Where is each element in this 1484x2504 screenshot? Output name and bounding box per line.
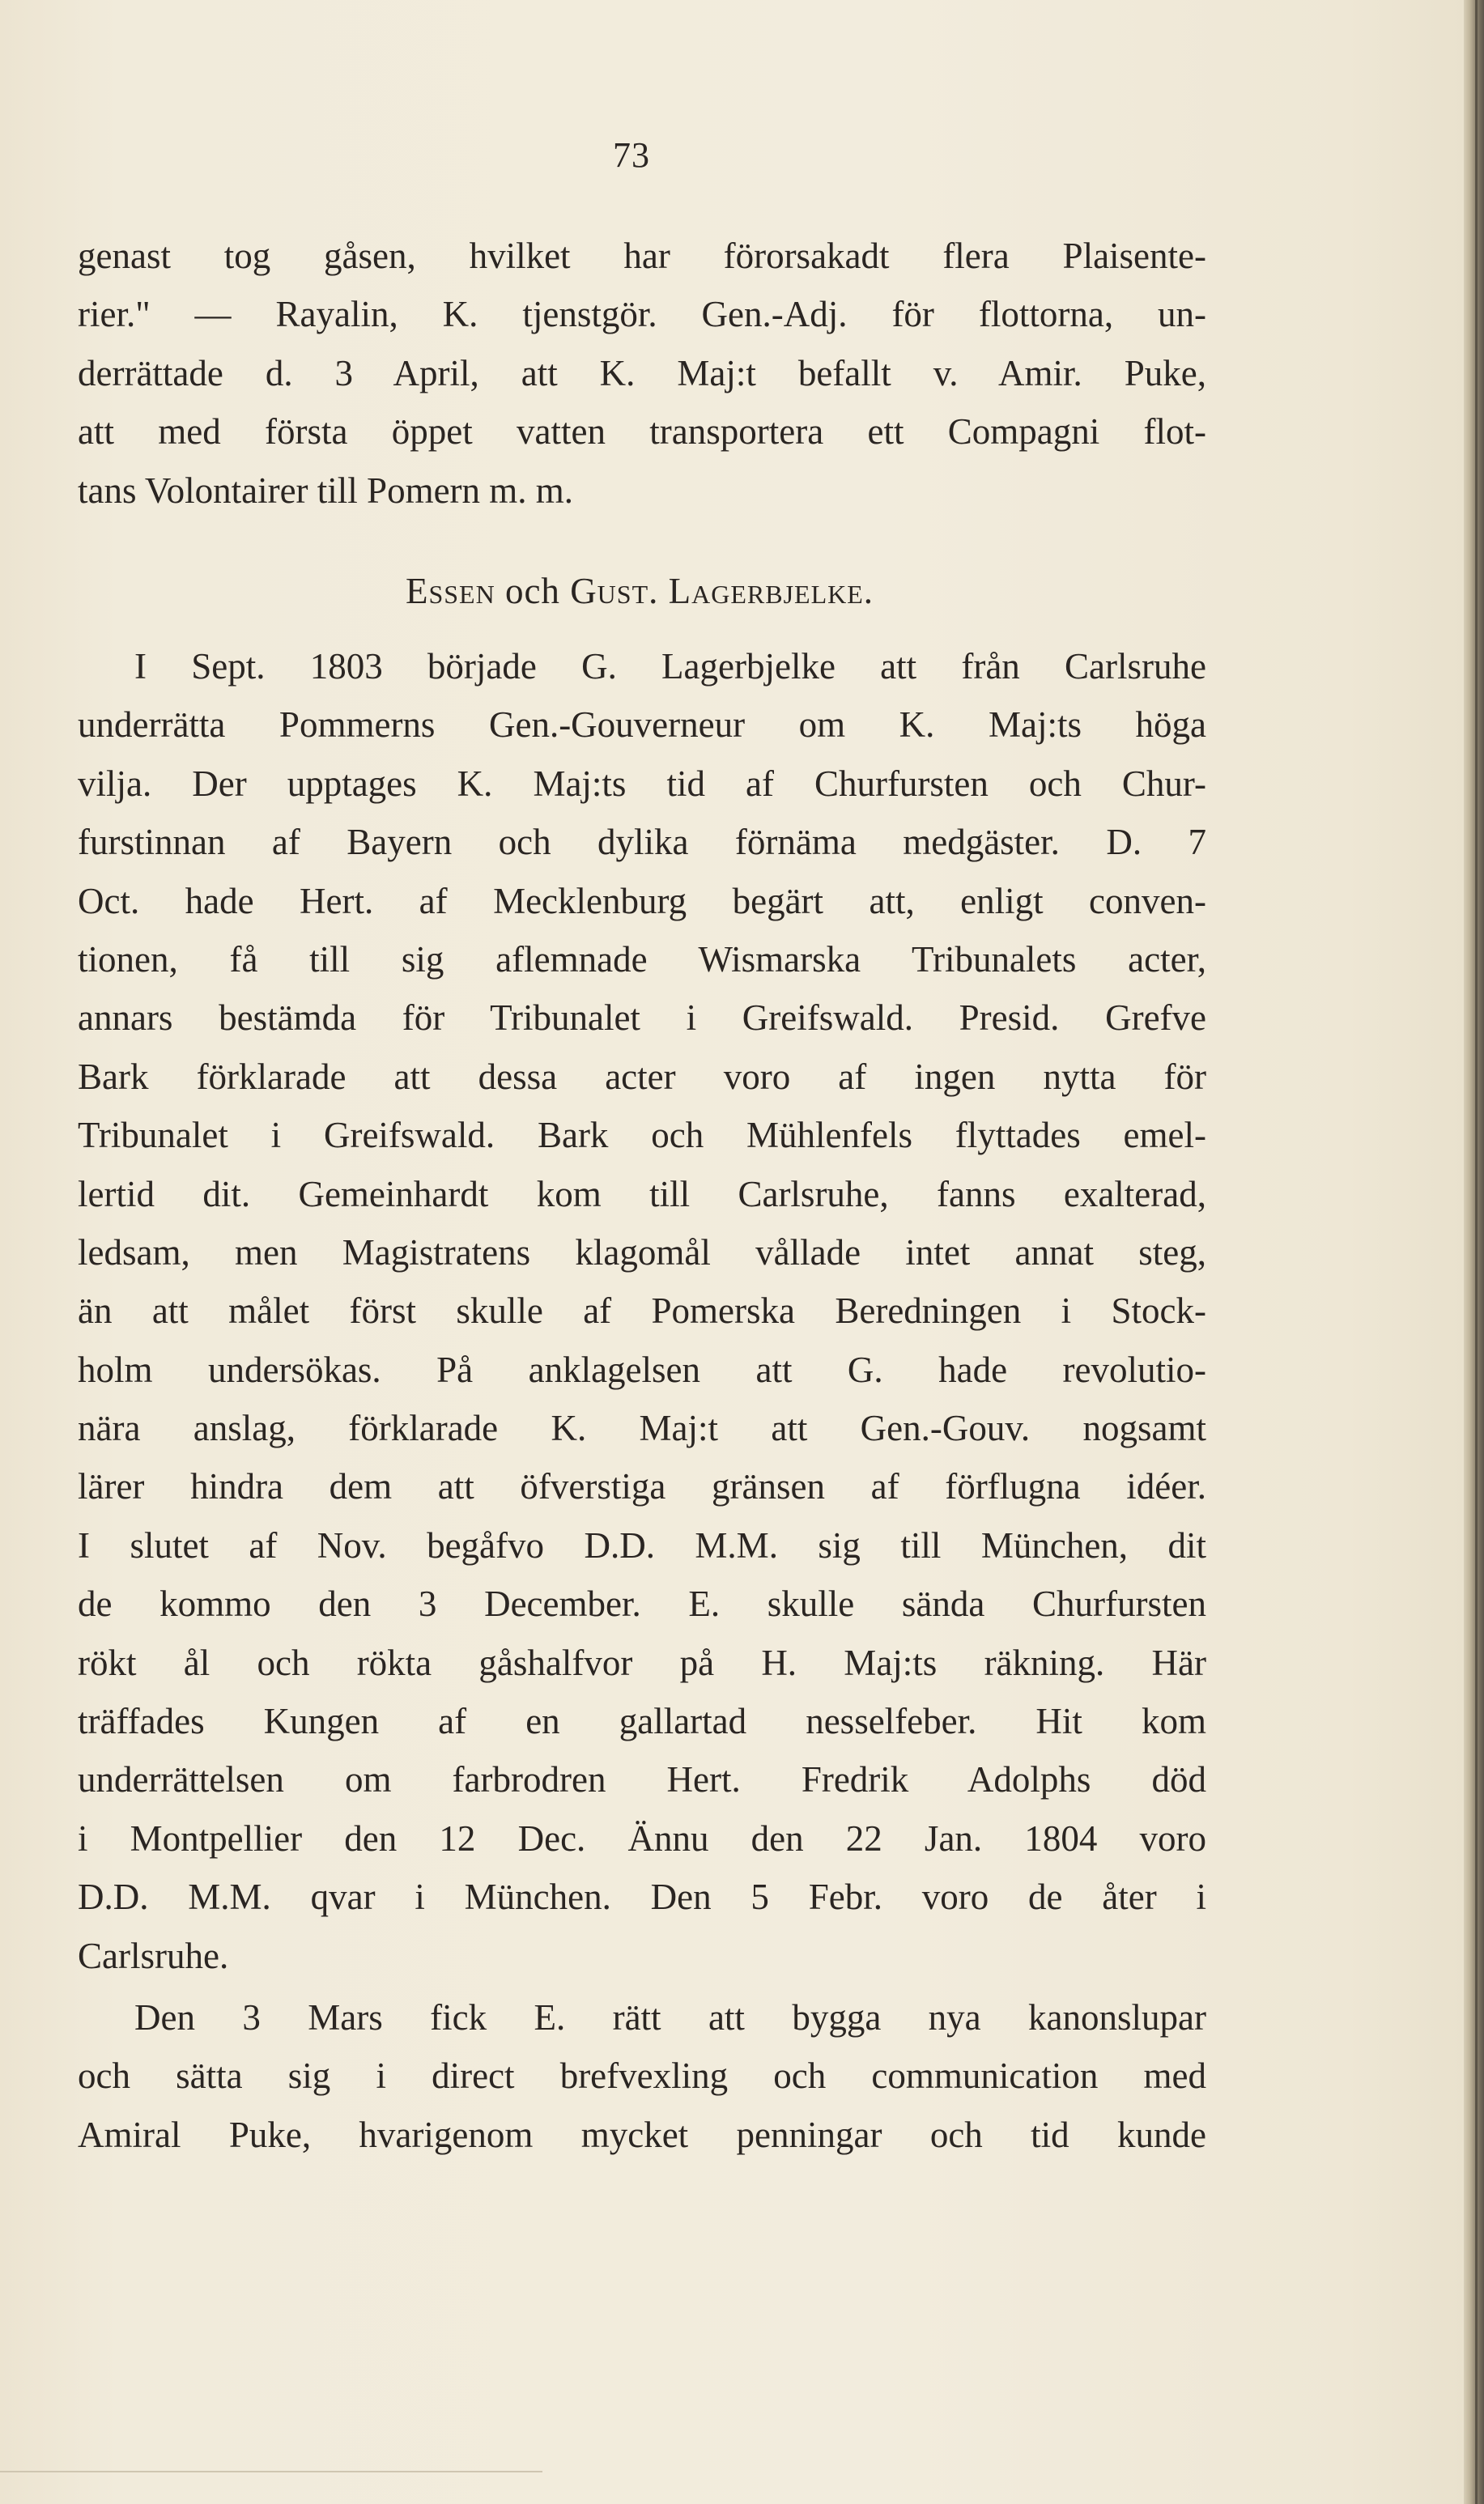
text-line: Bark förklarade att dessa acter voro af ingen nytta för <box>78 1056 1206 1097</box>
heading-connector: och <box>504 571 560 611</box>
bottom-edge-rule <box>0 2471 542 2472</box>
paragraph-continuation <box>78 227 1206 520</box>
heading-name-lagerbjelke: Gust. Lagerbjelke. <box>570 571 874 611</box>
text-line: än att målet först skulle af Pomerska Beredningen i Stock- <box>78 1290 1206 1332</box>
page-number: 73 <box>613 135 650 175</box>
text-line: annars bestämda för Tribunalet i Greifswald. Presid. Grefve <box>78 997 1206 1039</box>
text-line: tans Volontairer till Pomern m. m. <box>78 470 574 511</box>
text-line: I slutet af Nov. begåfvo D.D. M.M. sig till München, dit <box>78 1524 1206 1566</box>
book-binding-edge <box>1464 0 1484 2504</box>
text-line: genast tog gåsen, hvilket har förorsakadt flera Plaisente- <box>78 236 1206 276</box>
text-line: nära anslag, förklarade K. Maj:t att Gen.-Gouv. nogsamt <box>78 1408 1206 1449</box>
text-line: de kommo den 3 December. E. skulle sända Churfursten <box>78 1584 1206 1625</box>
text-line: ledsam, men Magistratens klagomål vållade intet annat steg, <box>78 1231 1206 1273</box>
text-line: derrättade d. 3 April, att K. Maj:t befallt v. Amir. Puke, <box>78 352 1206 393</box>
heading-name-essen: Essen <box>405 571 495 611</box>
text-line: rökt ål och rökta gåshalfvor på H. Maj:ts räkning. Här <box>78 1642 1206 1683</box>
text-line: vilja. Der upptages K. Maj:ts tid af Churfursten och Chur- <box>78 763 1206 804</box>
binding-shadow-line <box>1475 0 1478 2504</box>
text-line: och sätta sig i direct brefvexling och communication med <box>78 2055 1206 2097</box>
text-line: lertid dit. Gemeinhardt kom till Carlsruhe, fanns exalterad, <box>78 1173 1206 1214</box>
text-line: att med första öppet vatten transportera ett Compagni flot- <box>78 411 1206 453</box>
paragraph-kanonslupar <box>78 1988 1206 2164</box>
text-line: Oct. hade Hert. af Mecklenburg begärt att, enligt conven- <box>78 880 1206 921</box>
text-line: underrätta Pommerns Gen.-Gouverneur om K. Maj:ts höga <box>78 704 1206 746</box>
text-line: tionen, få till sig aflemnade Wismarska Tribunalets acter, <box>78 938 1206 980</box>
text-line: I Sept. 1803 började G. Lagerbjelke att från Carlsruhe <box>134 646 1206 687</box>
section-heading <box>0 567 1279 615</box>
text-line: rier." — Rayalin, K. tjenstgör. Gen.-Adj. för flottorna, un- <box>78 294 1206 335</box>
text-line: D.D. M.M. qvar i München. Den 5 Febr. voro de åter i <box>78 1877 1206 1918</box>
paragraph-lagerbjelke <box>78 637 1206 1985</box>
text-line: träffades Kungen af en gallartad nesselfeber. Hit kom <box>78 1701 1206 1742</box>
text-line: underrättelsen om farbrodren Hert. Fredrik Adolphs död <box>78 1759 1206 1800</box>
text-line: Carlsruhe. <box>78 1935 229 1976</box>
text-line: furstinnan af Bayern och dylika förnäma medgäster. D. 7 <box>78 822 1206 863</box>
text-line: lärer hindra dem att öfverstiga gränsen af förflugna idéer. <box>78 1466 1206 1507</box>
text-line: Tribunalet i Greifswald. Bark och Mühlenfels flyttades emel- <box>78 1115 1206 1156</box>
text-line: Den 3 Mars fick E. rätt att bygga nya kanonslupar <box>134 1997 1206 2038</box>
text-line: holm undersökas. På anklagelsen att G. hade revolutio- <box>78 1349 1206 1390</box>
text-line: Amiral Puke, hvarigenom mycket penningar och tid kunde <box>78 2114 1206 2155</box>
text-line: i Montpellier den 12 Dec. Ännu den 22 Jan. 1804 voro <box>78 1817 1206 1859</box>
